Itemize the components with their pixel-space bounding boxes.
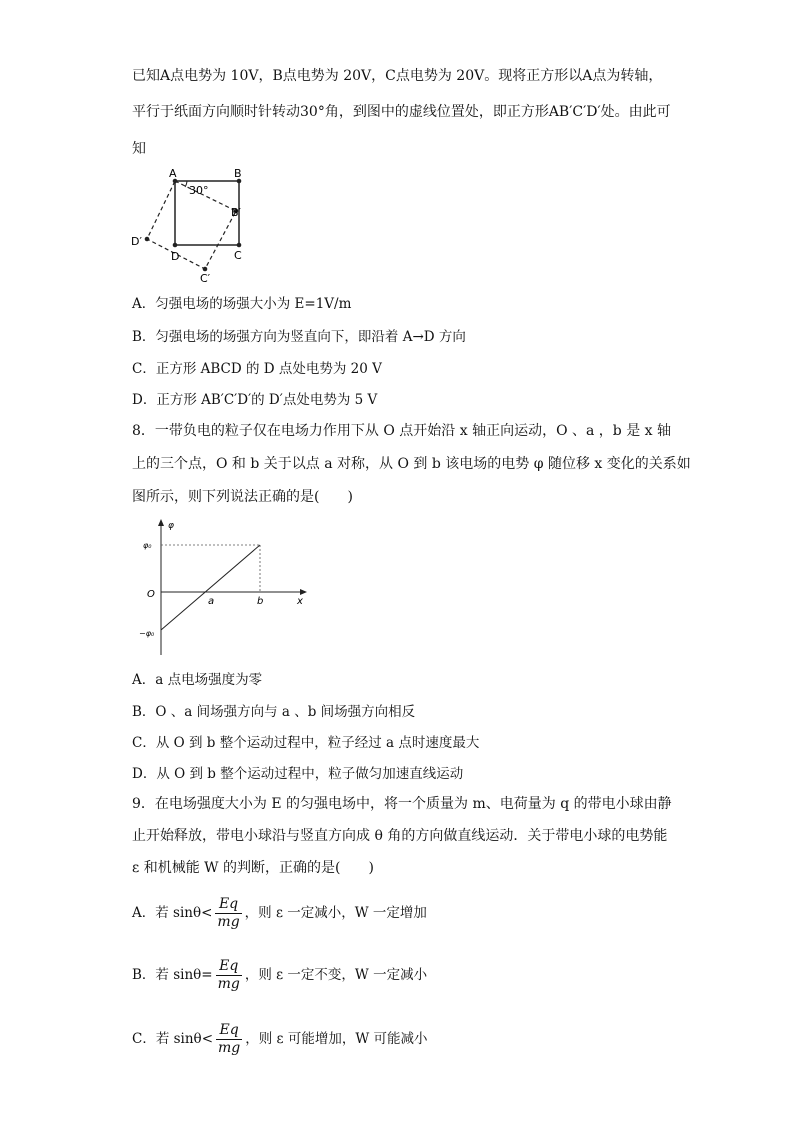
fraction-numerator: Eq [215, 896, 241, 914]
q9-option-b [132, 955, 427, 995]
label-b-prime: B′ [231, 206, 242, 219]
q7-option-a: A．匀强电场的场强大小为 E=1V/m [132, 296, 352, 312]
fraction-eq-over-mg [216, 1022, 242, 1057]
q9-line-1: 9．在电场强度大小为 E 的匀强电场中，将一个质量为 m、电荷量为 q 的带电小球由静 [132, 796, 672, 812]
fraction-eq-over-mg [216, 958, 242, 993]
rotated-square-figure [125, 163, 265, 288]
phi-line [161, 545, 260, 630]
q9-option-b-prefix: B．若 sinθ= [132, 967, 213, 983]
q9-option-a-suffix: ，则 ε 一定减小，W 一定增加 [244, 905, 427, 921]
q9-option-a-prefix: A．若 sinθ< [132, 905, 213, 921]
x-axis-arrow [300, 589, 307, 595]
potential-graph [135, 515, 315, 660]
fraction-numerator: Eq [216, 958, 242, 976]
label-c-prime: C′ [200, 272, 211, 285]
label-x: x [297, 596, 303, 607]
point-d [173, 243, 178, 248]
label-a-point: a [208, 596, 215, 607]
q9-option-b-suffix: ，则 ε 一定不变，W 一定减小 [244, 967, 428, 983]
fraction-numerator: Eq [216, 1022, 242, 1040]
point-c-prime [203, 267, 208, 272]
fraction-denominator: mg [218, 1040, 241, 1056]
q9-option-c-suffix: ，则 ε 可能增加，W 可能减小 [245, 1031, 428, 1047]
label-b: B [234, 167, 242, 180]
label-a: A [169, 167, 177, 180]
q8-option-b: B．O 、a 间场强方向与 a 、b 间场强方向相反 [132, 704, 416, 720]
q9-option-a [132, 893, 427, 933]
q9-option-c-prefix: C．若 sinθ< [132, 1031, 213, 1047]
point-d-prime [145, 237, 150, 242]
q9-line-2: 止开始释放，带电小球沿与竖直方向成 θ 角的方向做直线运动．关于带电小球的电势能 [132, 828, 668, 844]
q8-line-1: 8．一带负电的粒子仅在电场力作用下从 O 点开始沿 x 轴正向运动，O 、a ，b 是 x 轴 [132, 423, 672, 439]
q9-option-c [132, 1019, 428, 1059]
label-phi0: φ₀ [143, 541, 152, 550]
q8-option-c: C．从 O 到 b 整个运动过程中，粒子经过 a 点时速度最大 [132, 735, 480, 751]
label-neg-phi0: −φ₀ [139, 629, 155, 638]
label-c: C [234, 249, 242, 262]
q9-line-3: ε 和机械能 W 的判断，正确的是( ) [132, 860, 374, 876]
fraction-denominator: mg [217, 976, 240, 992]
q8-option-a: A．a 点电场强度为零 [132, 672, 263, 688]
q8-line-2: 上的三个点，O 和 b 关于以点 a 对称，从 O 到 b 该电场的电势 φ 随位移 x 变化的关系如 [132, 456, 691, 472]
label-origin: O [147, 589, 155, 600]
label-b-point: b [257, 596, 264, 607]
y-axis-arrow [158, 519, 164, 526]
label-d-prime: D′ [131, 235, 142, 248]
q7-option-c: C．正方形 ABCD 的 D 点处电势为 20 V [132, 361, 382, 377]
q8-line-3: 图所示，则下列说法正确的是( ) [132, 489, 353, 505]
label-d: D [171, 250, 180, 263]
fraction-denominator: mg [217, 914, 240, 930]
q8-option-d: D．从 O 到 b 整个运动过程中，粒子做匀加速直线运动 [132, 766, 464, 782]
fraction-eq-over-mg [215, 896, 241, 931]
label-angle: 30° [189, 184, 209, 197]
intro-line-2: 平行于纸面方向顺时针转动30°角，到图中的虚线位置处，即正方形AB′C′D′处。由此可 [132, 104, 671, 120]
angle-arc [185, 181, 187, 187]
label-phi: φ [168, 521, 174, 531]
q7-option-d: D．正方形 AB′C′D′的 D′点处电势为 5 V [132, 392, 378, 408]
intro-line-3: 知 [132, 141, 146, 157]
intro-line-1: 已知A点电势为 10V，B点电势为 20V，C点电势为 20V。现将正方形以A点为转轴， [132, 68, 663, 84]
point-c [237, 243, 242, 248]
q7-option-b: B．匀强电场的场强方向为竖直向下，即沿着 A→D 方向 [132, 329, 466, 345]
